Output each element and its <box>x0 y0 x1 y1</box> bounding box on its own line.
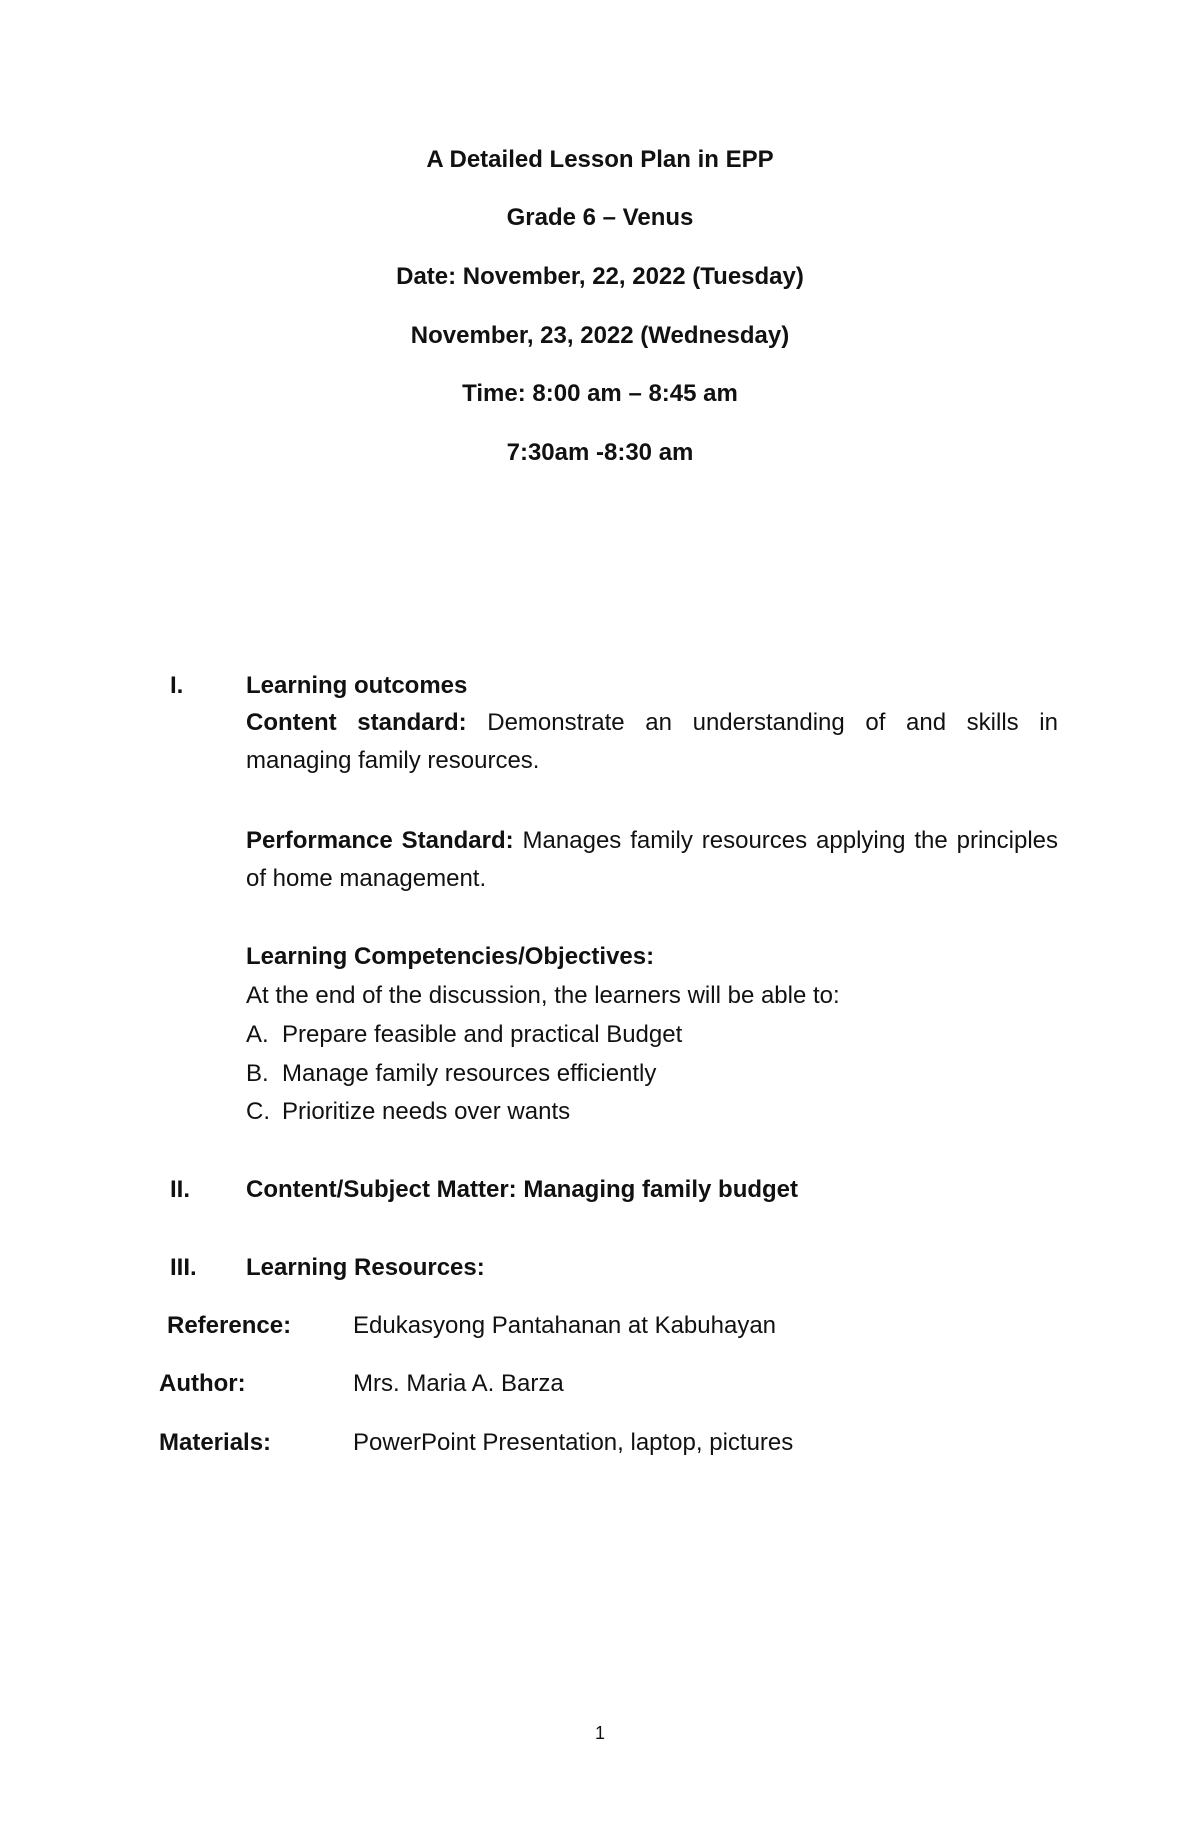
section-1-number: I. <box>170 672 184 699</box>
objective-letter: A. <box>246 1021 269 1048</box>
document-title: A Detailed Lesson Plan in EPP <box>426 146 774 173</box>
objective-letter: C. <box>246 1098 270 1125</box>
performance-standard-paragraph <box>246 822 1058 898</box>
section-3-title: Learning Resources: <box>246 1254 485 1281</box>
time-line-1: Time: 8:00 am – 8:45 am <box>462 380 738 407</box>
section-2-number: II. <box>170 1176 191 1203</box>
competencies-heading: Learning Competencies/Objectives: <box>246 943 655 970</box>
objective-text: Prioritize needs over wants <box>282 1098 571 1125</box>
grade-section: Grade 6 – Venus <box>506 204 694 231</box>
materials-label: Materials: <box>159 1429 272 1456</box>
page-number: 1 <box>594 1723 605 1743</box>
objective-text: Prepare feasible and practical Budget <box>282 1021 683 1048</box>
objective-text: Manage family resources efficiently <box>282 1060 657 1087</box>
content-standard-text: Demonstrate an understanding of and skills in managing family resources. <box>246 709 1058 774</box>
section-2-title: Content/Subject Matter: Managing family budget <box>246 1176 799 1203</box>
author-label: Author: <box>159 1370 246 1397</box>
reference-value: Edukasyong Pantahanan at Kabuhayan <box>353 1312 777 1339</box>
content-standard-label: Content standard: <box>246 709 467 736</box>
reference-label: Reference: <box>167 1312 292 1339</box>
competencies-intro: At the end of the discussion, the learners will be able to: <box>246 982 840 1009</box>
performance-standard-text: Manages family resources applying the principles of home management. <box>246 827 1059 892</box>
objective-item <box>246 1097 570 1127</box>
objective-letter: B. <box>246 1060 269 1087</box>
performance-standard-label: Performance Standard: <box>246 827 514 854</box>
materials-value: PowerPoint Presentation, laptop, pictures <box>353 1429 794 1456</box>
date-line-1: Date: November, 22, 2022 (Tuesday) <box>396 263 804 290</box>
time-line-2: 7:30am -8:30 am <box>506 439 694 466</box>
objective-item <box>246 1020 682 1050</box>
date-line-2: November, 23, 2022 (Wednesday) <box>410 322 790 349</box>
objective-item <box>246 1059 656 1089</box>
section-3-number: III. <box>170 1254 197 1281</box>
content-standard-paragraph <box>246 704 1058 780</box>
author-value: Mrs. Maria A. Barza <box>353 1370 564 1397</box>
section-1-title: Learning outcomes <box>246 672 468 699</box>
